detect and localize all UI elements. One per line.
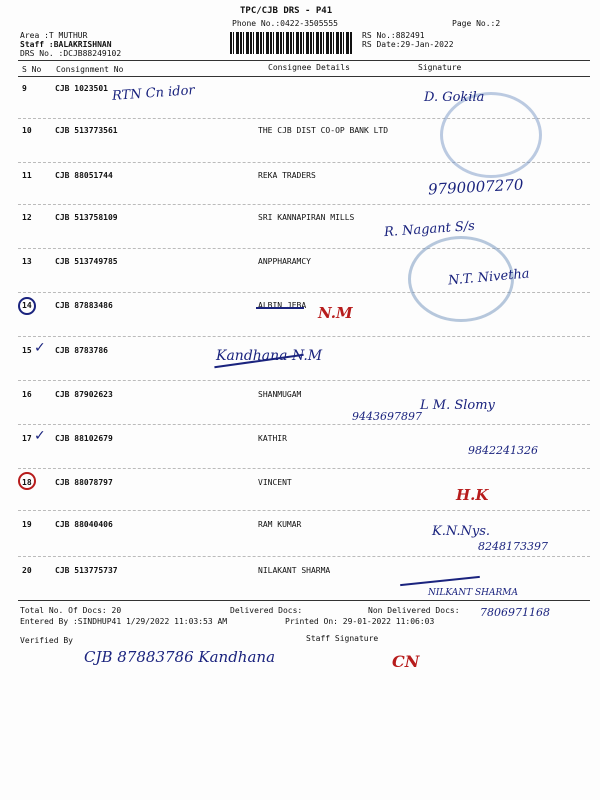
circle-mark <box>18 472 36 490</box>
handwritten-signature: K.N.Nys. <box>432 524 491 539</box>
check-icon: ✓ <box>34 340 46 356</box>
drs-number: DRS No. :DCJB88249102 <box>20 49 122 58</box>
row-consignee: ANPPHARAMCY <box>258 257 311 266</box>
handwritten-initials: N.M <box>318 304 353 322</box>
row-consignee: VINCENT <box>258 478 292 487</box>
row-sno: 9 <box>22 84 27 93</box>
row-sno: 19 <box>22 520 32 529</box>
rs-number: RS No.:882491 <box>362 31 425 40</box>
row-consignment: CJB 87902623 <box>55 390 113 399</box>
row-consignment: CJB 1023501 <box>55 84 108 93</box>
phone-number: Phone No.:0422-3505555 <box>232 19 338 28</box>
row-consignment: CJB 513749785 <box>55 257 118 266</box>
row-consignee: NILAKANT SHARMA <box>258 566 331 575</box>
handwritten-phone: 7806971168 <box>480 606 550 619</box>
handwritten-phone: 8248173397 <box>478 540 548 553</box>
row-consignment: CJB 513775737 <box>55 566 118 575</box>
row-consignee: SRI KANNAPIRAN MILLS <box>258 213 355 222</box>
row-consignment: CJB 513773561 <box>55 126 118 135</box>
row-divider <box>18 336 590 337</box>
row-divider <box>18 248 590 249</box>
row-divider <box>18 556 590 557</box>
total-docs: Total No. Of Docs: 20 <box>20 606 122 615</box>
row-sno: 12 <box>22 213 32 222</box>
col-sno: S No <box>22 65 42 74</box>
handwritten-signature: L M. Slomy <box>420 398 495 413</box>
page-number: Page No.:2 <box>452 19 501 28</box>
row-sno: 17 <box>22 434 32 443</box>
row-consignment: CJB 513758109 <box>55 213 118 222</box>
staff-signature-label: Staff Signature <box>306 634 379 643</box>
handwritten-initials: CN <box>392 652 420 671</box>
row-sno: 14 <box>22 301 32 310</box>
row-consignment: CJB 8783786 <box>55 346 108 355</box>
row-sno: 15 <box>22 346 32 355</box>
printed-on: Printed On: 29-01-2022 11:06:03 <box>285 617 435 626</box>
row-consignee: ALBIN JEBA <box>258 301 307 310</box>
row-divider <box>18 424 590 425</box>
row-sno: 20 <box>22 566 32 575</box>
row-consignee: KATHIR <box>258 434 287 443</box>
handwritten-return-note: RTN Cn idor <box>111 83 196 104</box>
row-consignee: SHANMUGAM <box>258 390 302 399</box>
barcode <box>230 32 352 54</box>
row-sno: 13 <box>22 257 32 266</box>
handwritten-signature: D. Gokila <box>424 90 485 105</box>
row-divider <box>18 468 590 469</box>
handwritten-phone: 9842241326 <box>468 444 538 457</box>
handwritten-signature: Kandhana N.M <box>216 348 323 364</box>
delivered-docs: Delivered Docs: <box>230 606 303 615</box>
row-consignment: CJB 87883486 <box>55 301 113 310</box>
handwritten-phone: 9790007270 <box>427 175 524 199</box>
header-rule-top <box>18 60 590 61</box>
row-consignee: RAM KUMAR <box>258 520 302 529</box>
footer-rule <box>18 600 590 601</box>
row-consignment: CJB 88040406 <box>55 520 113 529</box>
col-signature: Signature <box>418 63 462 72</box>
area-label: Area :T MUTHUR <box>20 31 88 40</box>
non-delivered-docs: Non Delivered Docs: <box>368 606 460 615</box>
row-sno: 16 <box>22 390 32 399</box>
scribble-signature <box>400 576 480 586</box>
row-consignee: THE CJB DIST CO-OP BANK LTD <box>258 126 389 135</box>
strike-through <box>256 307 304 309</box>
row-sno: 11 <box>22 171 32 180</box>
handwritten-signature: N.T. Nivetha <box>447 266 531 289</box>
col-consignee: Consignee Details <box>268 63 350 72</box>
handwritten-signature: R. Nagant S/s <box>383 218 476 241</box>
row-sno: 10 <box>22 126 32 135</box>
handwritten-name: NILKANT SHARMA <box>428 588 519 598</box>
rs-date: RS Date:29-Jan-2022 <box>362 40 454 49</box>
row-consignment: CJB 88078797 <box>55 478 113 487</box>
col-consignment: Consignment No <box>56 65 124 74</box>
row-consignment: CJB 88102679 <box>55 434 113 443</box>
row-consignee: REKA TRADERS <box>258 171 316 180</box>
header-rule-bottom <box>18 76 590 77</box>
handwritten-initials: H.K <box>456 486 489 504</box>
row-consignment: CJB 88051744 <box>55 171 113 180</box>
row-divider <box>18 380 590 381</box>
handwritten-phone: 9443697897 <box>352 410 422 423</box>
entered-by: Entered By :SINDHUP41 1/29/2022 11:03:53 AM <box>20 617 228 626</box>
circle-mark <box>18 297 36 315</box>
row-sno: 18 <box>22 478 32 487</box>
row-divider <box>18 204 590 205</box>
verified-by: Verified By <box>20 636 73 645</box>
staff-label: Staff :BALAKRISHNAN <box>20 40 112 49</box>
check-icon: ✓ <box>34 428 46 444</box>
row-divider <box>18 510 590 511</box>
handwritten-verification-note: CJB 87883786 Kandhana <box>84 648 276 666</box>
sheet-title: TPC/CJB DRS - P41 <box>240 6 333 16</box>
